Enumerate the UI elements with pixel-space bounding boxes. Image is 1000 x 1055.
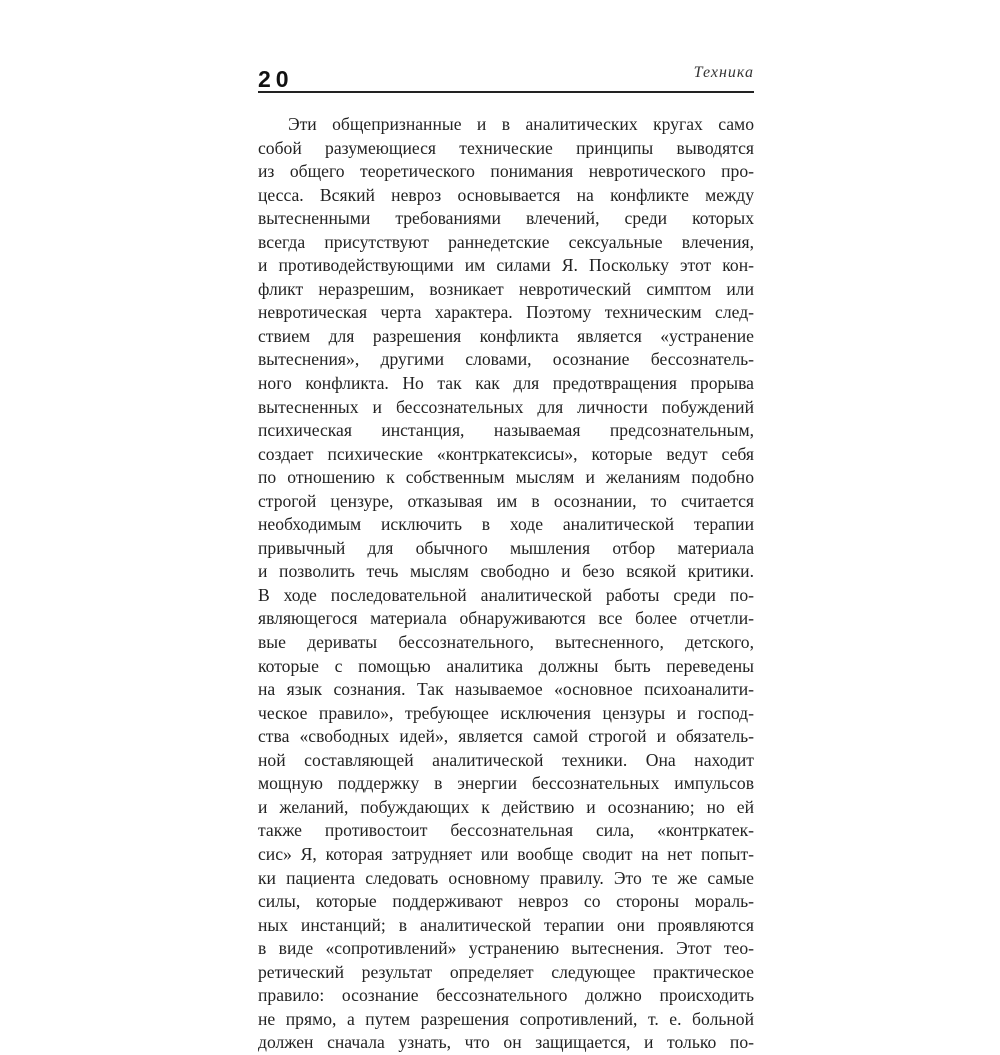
text-line: строгой цензуре, отказывая им в осознании, то считается: [258, 490, 754, 511]
text-line: из общего теоретического понимания невротического про-: [258, 161, 754, 182]
text-line: и желаний, побуждающих к действию и осознанию; но ей: [258, 796, 754, 817]
text-line: всегда присутствуют раннедетские сексуальные влечения,: [258, 231, 754, 252]
text-line: ных инстанций; в аналитической терапии они проявляются: [258, 914, 754, 935]
text-line: вытесненных и бессознательных для личности побуждений: [258, 396, 754, 417]
text-line: в виде «сопротивлений» устранению вытеснения. Этот тео-: [258, 938, 754, 959]
text-line: вытесненными требованиями влечений, среди которых: [258, 208, 754, 229]
text-line: ного конфликта. Но так как для предотвращения прорыва: [258, 373, 754, 394]
text-line: и противодействующими им силами Я. Поскольку этот кон-: [258, 255, 754, 276]
text-line: ческое правило», требующее исключения цензуры и господ-: [258, 702, 754, 723]
text-line: ретический результат определяет следующее практическое: [258, 961, 754, 982]
running-header: [258, 62, 754, 94]
text-line: не прямо, а путем разрешения сопротивлений, т. е. больной: [258, 1008, 754, 1029]
text-line: вытеснения», другими словами, осознание бессознатель-: [258, 349, 754, 370]
text-line: привычный для обычного мышления отбор материала: [258, 537, 754, 558]
section-title: Техника: [693, 64, 754, 81]
text-line: мощную поддержку в энергии бессознательных импульсов: [258, 773, 754, 794]
text-line: цесса. Всякий невроз основывается на конфликте между: [258, 184, 754, 205]
text-line: психическая инстанция, называемая предсознательным,: [258, 420, 754, 441]
text-line: собой разумеющиеся технические принципы выводятся: [258, 137, 754, 158]
text-line: силы, которые поддерживают невроз со стороны мораль-: [258, 891, 754, 912]
body-paragraph: [258, 113, 754, 1055]
text-line: также противостоит бессознательная сила, «контркатек-: [258, 820, 754, 841]
page-number: 20: [258, 66, 294, 92]
text-line: по отношению к собственным мыслям и желаниям подобно: [258, 467, 754, 488]
text-line: необходимым исключить в ходе аналитической терапии: [258, 514, 754, 535]
text-line: являющегося материала обнаруживаются все более отчетли-: [258, 608, 754, 629]
text-line: и позволить течь мыслям свободно и безо всякой критики.: [258, 561, 754, 582]
text-line: ства «свободных идей», является самой строгой и обязатель-: [258, 726, 754, 747]
text-line: на язык сознания. Так называемое «основное психоаналити-: [258, 679, 754, 700]
text-line: В ходе последовательной аналитической работы среди по-: [258, 584, 754, 605]
text-line: создает психические «контркатексисы», которые ведут себя: [258, 443, 754, 464]
text-line: вые дериваты бессознательного, вытесненного, детского,: [258, 632, 754, 653]
text-line: фликт неразрешим, возникает невротический симптом или: [258, 278, 754, 299]
text-line: ной составляющей аналитической техники. Она находит: [258, 749, 754, 770]
text-line: правило: осознание бессознательного должно происходить: [258, 985, 754, 1006]
text-line: невротическая черта характера. Поэтому техническим след-: [258, 302, 754, 323]
text-line: сис» Я, которая затрудняет или вообще сводит на нет попыт-: [258, 843, 754, 864]
text-line: которые с помощью аналитика должны быть переведены: [258, 655, 754, 676]
text-line: должен сначала узнать, что он защищается, и только по-: [258, 1032, 754, 1053]
text-line: ствием для разрешения конфликта является «устранение: [258, 325, 754, 346]
text-line: Эти общепризнанные и в аналитических кругах само: [288, 114, 754, 134]
header-rule: [258, 91, 754, 93]
text-line: ки пациента следовать основному правилу. Это те же самые: [258, 867, 754, 888]
